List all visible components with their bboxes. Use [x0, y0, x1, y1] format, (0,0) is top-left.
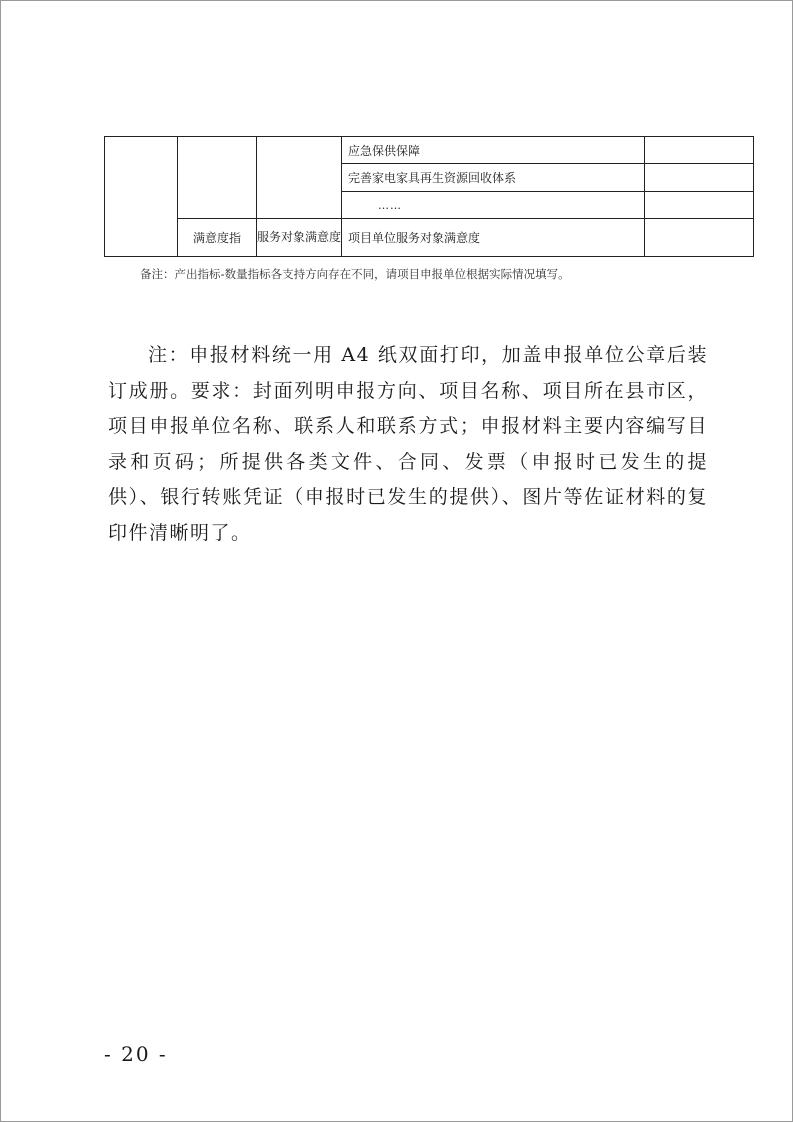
table-row	[105, 137, 754, 164]
page-number: - 20 -	[104, 1042, 168, 1066]
note-text: 注：申报材料统一用 A4 纸双面打印，加盖申报单位公章后装订成册。要求：封面列明申报方向、项目名称、项目所在县市区，项目申报单位名称、联系人和联系方式；申报材料主要内容编写目录和页码；所提供各类文件、合同、发票（申报时已发生的提供）、银行转账凭证（申报时已发生的提供）、图片等佐证材料的复印件清晰明了。	[108, 344, 708, 544]
indicator-text-cell: 应急保供保障	[342, 137, 645, 164]
ellipsis-cell: ……	[342, 192, 645, 219]
level2-cell	[178, 137, 257, 219]
note-paragraph	[108, 338, 708, 551]
indicator-text-cell: 完善家电家具再生资源回收体系	[342, 164, 645, 192]
indicator-value-cell	[645, 164, 754, 192]
category-cell	[105, 137, 178, 257]
satisfaction-level2-cell: 满意度指	[178, 219, 257, 257]
satisfaction-value-cell	[645, 219, 754, 257]
indicator-table	[104, 136, 754, 257]
table-remark: 备注：产出指标-数量指标各支持方向存在不同，请项目申报单位根据实际情况填写。	[140, 267, 570, 281]
table-row	[105, 219, 754, 257]
level3-cell	[257, 137, 342, 219]
indicator-value-cell	[645, 137, 754, 164]
satisfaction-text-cell: 项目单位服务对象满意度	[342, 219, 645, 257]
satisfaction-level3-cell: 服务对象满意度	[257, 219, 342, 257]
indicator-value-cell	[645, 192, 754, 219]
